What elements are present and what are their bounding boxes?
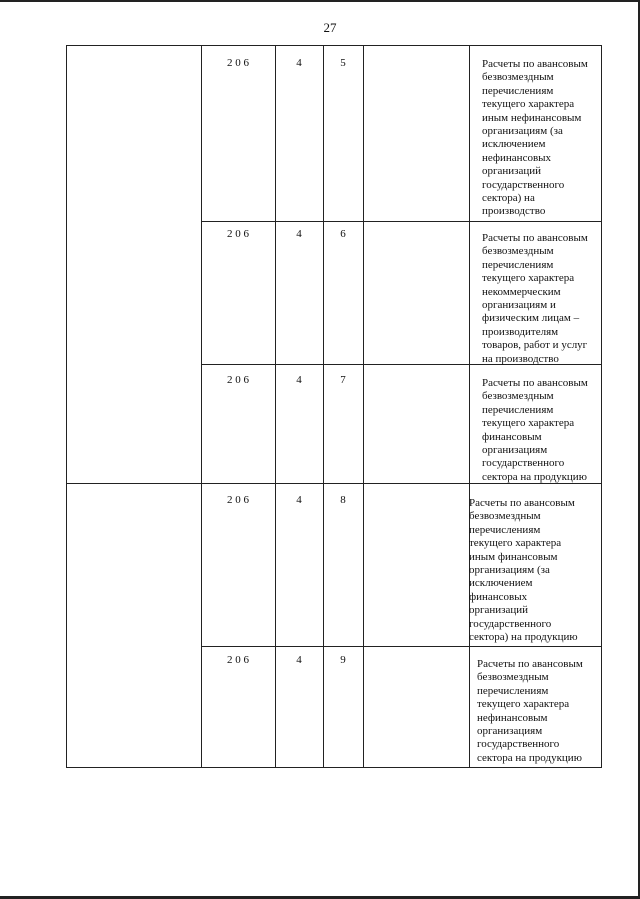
row-divider: [201, 221, 602, 222]
column-divider: [363, 46, 364, 768]
sub-cell: 6: [340, 228, 346, 240]
column-divider: [601, 46, 602, 768]
column-divider: [469, 46, 470, 768]
code-cell: 2 0 6: [227, 57, 249, 69]
group-cell: 4: [296, 228, 302, 240]
description-cell: Расчеты по авансовым безвозмездным перечислениям текущего характера некоммерческим организациям и физическим лицам – производителям товаров, работ и услуг на производство: [482, 232, 588, 365]
description-cell: Расчеты по авансовым безвозмездным перечислениям текущего характера иным финансовым организациям (за исключением финансовых организаций государственного сектора) на продукцию: [469, 497, 578, 644]
sub-cell: 8: [340, 494, 346, 506]
code-cell: 2 0 6: [227, 654, 249, 666]
description-cell: Расчеты по авансовым безвозмездным перечислениям текущего характера финансовым организациям государственного сектора на продукцию: [482, 377, 588, 483]
page-number: 27: [323, 20, 337, 35]
group-cell: 4: [296, 494, 302, 506]
row-divider: [201, 646, 602, 647]
sub-cell: 5: [340, 57, 346, 69]
accounts-table: [66, 45, 602, 768]
group-cell: 4: [296, 654, 302, 666]
code-cell: 2 0 6: [227, 374, 249, 386]
group-cell: 4: [296, 374, 302, 386]
code-cell: 2 0 6: [227, 228, 249, 240]
page-top-edge: [0, 0, 640, 2]
row-divider: [67, 767, 602, 768]
sub-cell: 9: [340, 654, 346, 666]
sub-cell: 7: [340, 374, 346, 386]
description-cell: Расчеты по авансовым безвозмездным перечислениям текущего характера нефинансовым организациям государственного сектора на продукцию: [477, 658, 583, 764]
description-cell: Расчеты по авансовым безвозмездным перечислениям текущего характера иным нефинансовым организациям (за исключением нефинансовых организаций государственного сектора) на производство: [482, 58, 588, 218]
code-cell: 2 0 6: [227, 494, 249, 506]
group-cell: 4: [296, 57, 302, 69]
